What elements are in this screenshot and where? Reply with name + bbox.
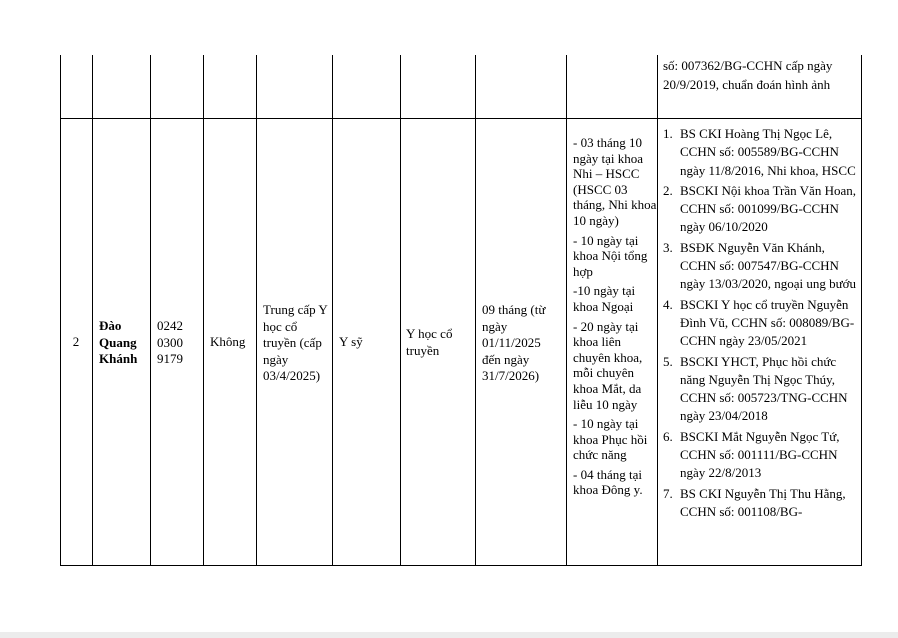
supervisors-cell — [663, 125, 859, 523]
rotation-item: - 10 ngày tại khoa Nội tổng hợp — [573, 232, 648, 279]
phone-cell: 0242 0300 9179 — [157, 318, 183, 366]
table-border-left-top — [60, 55, 61, 120]
supervisor-text: BSĐK Nguyễn Văn Khánh, CCHN số: 007547/BG-CCHN ngày 13/03/2020, ngoại ung bướu — [680, 239, 857, 292]
list-number: 6. — [663, 428, 673, 444]
column-divider — [332, 55, 333, 565]
supervisor-text: BS CKI Hoàng Thị Ngọc Lê, CCHN số: 005589/BG-CCHN ngày 11/8/2016, Nhi khoa, HSCC — [680, 126, 856, 178]
supervisor-list — [663, 125, 859, 521]
supervisor-text: BSCKI Y học cổ truyền Nguyễn Đình Vũ, CCHN số: 008089/BG-CCHN ngày 23/05/2021 — [680, 296, 855, 349]
rotation-item: - 04 tháng tại khoa Đông y. — [573, 466, 643, 498]
table-border-bottom — [60, 565, 862, 566]
rotation-item: - 10 ngày tại khoa Phục hồi chức năng — [573, 416, 648, 463]
rotation-item: -10 ngày tại khoa Ngoại — [573, 283, 636, 314]
column-divider — [566, 55, 567, 565]
column-divider — [400, 55, 401, 565]
list-number: 3. — [663, 239, 673, 255]
column-divider — [657, 55, 658, 565]
rotation-item: - 20 ngày tại khoa liên chuyên khoa, mỗi chuyên khoa Mắt, da liễu 10 ngày — [573, 318, 643, 412]
supervisor-item — [663, 239, 859, 294]
trainee-name-cell: Đào Quang Khánh — [99, 318, 138, 366]
supervisor-text: BSCKI Nội khoa Trần Văn Hoan, CCHN số: 001099/BG-CCHN ngày 06/10/2020 — [680, 182, 856, 235]
column-divider — [92, 55, 93, 565]
table-border-left — [60, 118, 61, 565]
supervisor-item — [663, 296, 859, 351]
duration-cell: 09 tháng (từ ngày 01/11/2025 đến ngày 31/7/2026) — [482, 302, 546, 383]
column-divider — [203, 55, 204, 565]
supervisor-text: BSCKI YHCT, Phục hồi chức năng Nguyễn Thị Ngọc Thúy, CCHN số: 005723/TNG-CCHN ngày 23/04/2018 — [680, 353, 848, 424]
supervisor-item — [663, 353, 859, 426]
row-number-cell: 2 — [72, 334, 80, 349]
rotation-item: - 03 tháng 10 ngày tại khoa Nhi – HSCC (HSCC 03 tháng, Nhi khoa 10 ngày) — [573, 135, 657, 228]
list-number: 5. — [663, 353, 673, 369]
viewer-bottom-edge — [0, 632, 898, 638]
supervisor-text: BSCKI Mắt Nguyễn Ngọc Tứ, CCHN số: 001111/BG-CCHN ngày 22/8/2013 — [680, 428, 840, 481]
list-number: 2. — [663, 182, 673, 198]
previous-row-supervisor-text: số: 007362/BG-CCHN cấp ngày 20/9/2019, chuẩn đoán hình ảnh — [663, 58, 833, 92]
list-number: 7. — [663, 485, 673, 501]
supervisor-item — [663, 125, 859, 180]
supervisor-item — [663, 485, 859, 522]
list-number: 4. — [663, 296, 673, 312]
column-divider — [475, 55, 476, 565]
specialty-cell: Y học cổ truyền — [406, 326, 453, 358]
list-number: 1. — [663, 126, 673, 141]
title-cell: Y sỹ — [339, 334, 363, 349]
table-border-right — [861, 55, 862, 565]
col4-cell: Không — [210, 334, 246, 349]
rotation-schedule-cell — [573, 135, 657, 502]
supervisor-item — [663, 182, 859, 237]
row-divider — [60, 118, 862, 119]
qualification-cell: Trung cấp Y học cổ truyền (cấp ngày 03/4/2025) — [263, 302, 328, 383]
column-divider — [256, 55, 257, 565]
supervisor-item — [663, 428, 859, 483]
column-divider — [150, 55, 151, 565]
supervisor-text: BS CKI Nguyễn Thị Thu Hằng, CCHN số: 001108/BG- — [680, 485, 846, 519]
